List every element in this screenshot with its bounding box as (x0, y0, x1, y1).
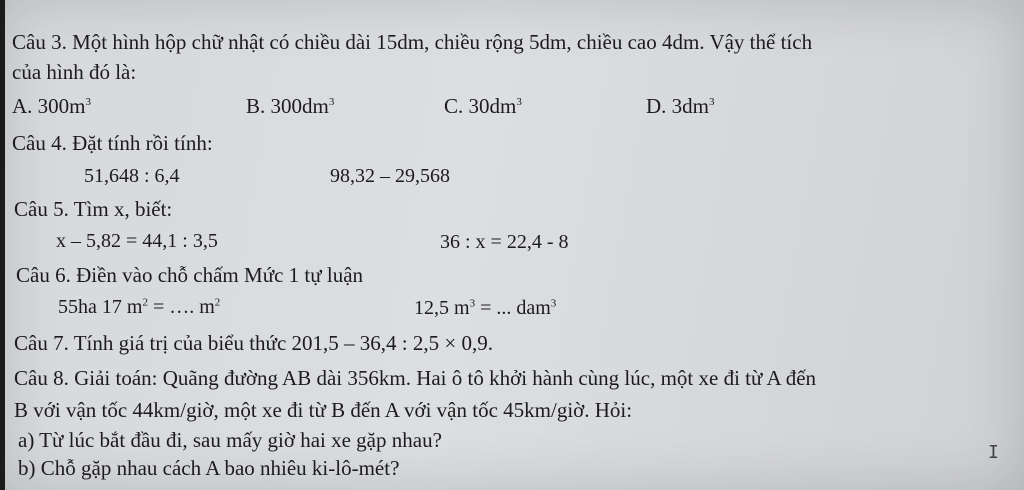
sup: 3 (550, 297, 557, 310)
expr-part: 55ha 17 m (58, 296, 143, 318)
text-cursor-icon: I (988, 442, 999, 463)
option-label: C. 30dm (444, 94, 517, 118)
q4-title: Câu 4. Đặt tính rồi tính: (12, 131, 213, 155)
q3-option-d (646, 94, 715, 119)
q8-part-a: a) Từ lúc bắt đầu đi, sau mấy giờ hai xe gặp nhau? (18, 428, 442, 452)
q8-part-b: b) Chỗ gặp nhau cách A bao nhiêu ki-lô-mét? (18, 456, 400, 480)
expr-part: 12,5 m (414, 297, 470, 319)
option-label: A. 300m (12, 94, 86, 118)
option-label: B. 300dm (246, 94, 329, 118)
q6-expr1 (58, 296, 220, 319)
q5-expr2: 36 : x = 22,4 - 8 (440, 231, 569, 253)
expr-part: = …. m (147, 296, 215, 318)
q5-title: Câu 5. Tìm x, biết: (14, 197, 173, 221)
option-sup: 3 (709, 96, 715, 108)
q3-option-a (12, 94, 91, 119)
q3-option-b (246, 94, 334, 119)
q5-expr1: x – 5,82 = 44,1 : 3,5 (56, 230, 218, 252)
q4-expr1: 51,648 : 6,4 (84, 165, 180, 187)
q8-line1: Câu 8. Giải toán: Quãng đường AB dài 356km. Hai ô tô khởi hành cùng lúc, một xe đi từ A đến (14, 366, 817, 390)
q6-title: Câu 6. Điền vào chỗ chấm Mức 1 tự luận (16, 263, 364, 287)
option-label: D. 3dm (646, 94, 709, 118)
option-sup: 3 (328, 96, 335, 108)
q3-line2: của hình đó là: (12, 60, 137, 84)
expr-part: = ... dam (475, 297, 551, 319)
sup: 3 (469, 297, 476, 310)
sup: 2 (214, 296, 221, 309)
sup: 2 (142, 296, 148, 309)
q7-text: Câu 7. Tính giá trị của biểu thức 201,5 – 36,4 : 2,5 × 0,9. (14, 331, 493, 355)
option-sup: 3 (516, 96, 522, 108)
q6-expr2 (414, 297, 556, 320)
screen-bezel (0, 0, 5, 490)
option-sup: 3 (85, 96, 91, 108)
q4-expr2: 98,32 – 29,568 (330, 165, 450, 187)
q3-line1: Câu 3. Một hình hộp chữ nhật có chiều dài 15dm, chiều rộng 5dm, chiều cao 4dm. Vậy thể tích (12, 30, 813, 54)
q8-line2: B với vận tốc 44km/giờ, một xe đi từ B đến A với vận tốc 45km/giờ. Hỏi: (14, 398, 633, 422)
q3-option-c (444, 94, 522, 119)
